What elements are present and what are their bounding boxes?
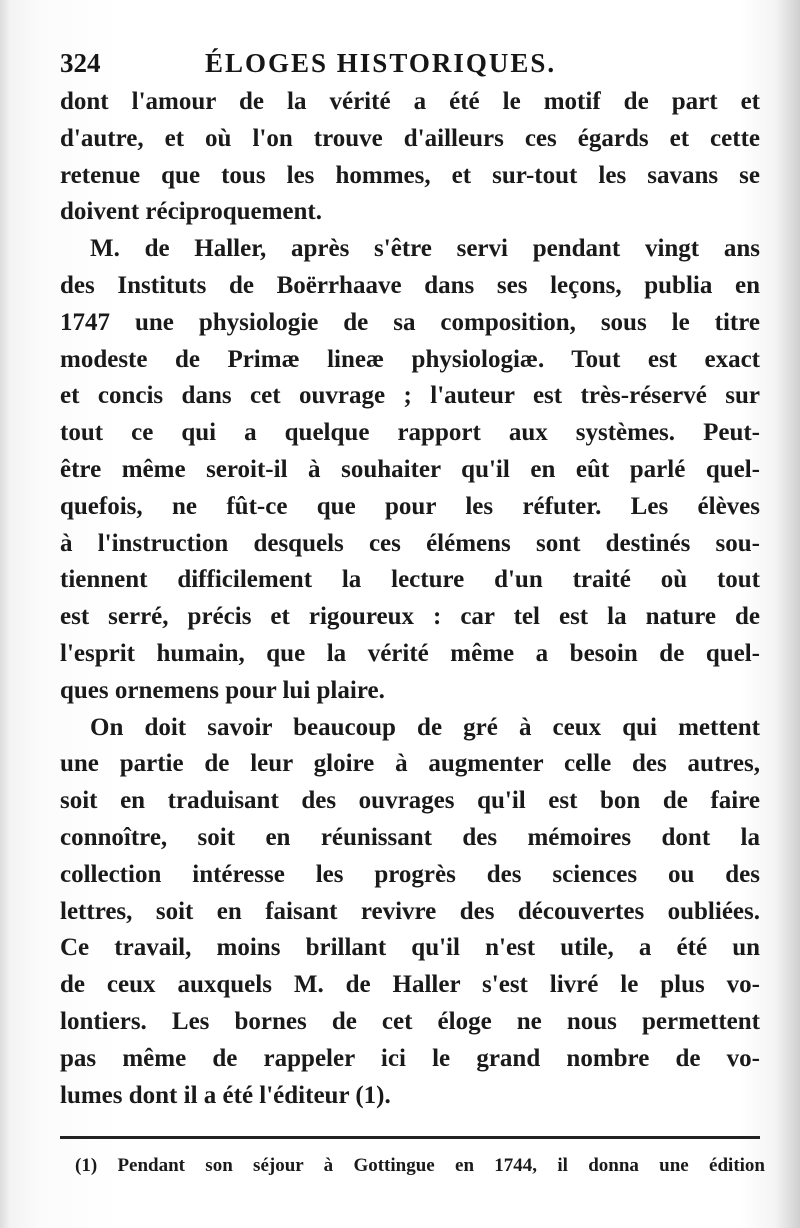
text-line: tout ce qui a quelque rapport aux systèmes. Peut- (60, 419, 760, 447)
text-line: quefois, ne fût-ce que pour les réfuter. Les élèves (60, 492, 760, 520)
text-line: doivent réciproquement. (60, 198, 323, 226)
text-line: à l'instruction desquels ces élémens sont destinés sou- (60, 529, 760, 557)
text-line: est serré, précis et rigoureux : car tel est la nature de (60, 603, 760, 631)
text-line: M. de Haller, après s'être servi pendant vingt ans (90, 235, 760, 263)
text-line: soit en traduisant des ouvrages qu'il est bon de faire (60, 787, 760, 815)
text-line: connoître, soit en réunissant des mémoires dont la (60, 823, 760, 851)
page-header (60, 48, 760, 88)
text-line: retenue que tous les hommes, et sur-tout les savans se (60, 161, 760, 189)
text-line: On doit savoir beaucoup de gré à ceux qui mettent (90, 713, 760, 741)
text-line: de ceux auxquels M. de Haller s'est livré le plus vo- (60, 971, 760, 999)
text-line: des Instituts de Boërrhaave dans ses leçons, publia en (60, 271, 760, 299)
text-line: 1747 une physiologie de sa composition, sous le titre (60, 308, 760, 336)
text-line: l'esprit humain, que la vérité même a besoin de quel- (60, 639, 760, 667)
text-line: être même seroit-il à souhaiter qu'il en eût parlé quel- (60, 455, 760, 483)
text-line: lettres, soit en faisant revivre des découvertes oubliées. (60, 897, 760, 925)
text-line: ques ornemens pour lui plaire. (60, 676, 385, 704)
text-line: Ce travail, moins brillant qu'il n'est utile, a été un (60, 934, 760, 962)
footnote-divider (60, 1136, 760, 1139)
body-text (60, 84, 760, 1114)
text-line: et concis dans cet ouvrage ; l'auteur est très-réservé sur (60, 382, 760, 410)
text-line: dont l'amour de la vérité a été le motif de part et (60, 88, 760, 115)
text-line: modeste de Primæ lineæ physiologiæ. Tout est exact (60, 345, 760, 373)
text-line: lontiers. Les bornes de cet éloge ne nous permettent (60, 1007, 760, 1035)
text-line: pas même de rappeler ici le grand nombre de vo- (60, 1044, 760, 1072)
text-line: collection intéresse les progrès des sciences ou des (60, 860, 760, 888)
running-head: ÉLOGES HISTORIQUES. (205, 48, 557, 78)
text-line: tiennent difficilement la lecture d'un traité où tout (60, 566, 760, 594)
text-line: lumes dont il a été l'éditeur (1). (60, 1081, 391, 1109)
text-line: d'autre, et où l'on trouve d'ailleurs ces égards et cette (60, 124, 760, 152)
text-line: une partie de leur gloire à augmenter celle des autres, (60, 750, 760, 778)
footnote: (1) Pendant son séjour à Gottingue en 1744, il donna une édition (75, 1155, 765, 1176)
page-number: 324 (60, 48, 101, 78)
